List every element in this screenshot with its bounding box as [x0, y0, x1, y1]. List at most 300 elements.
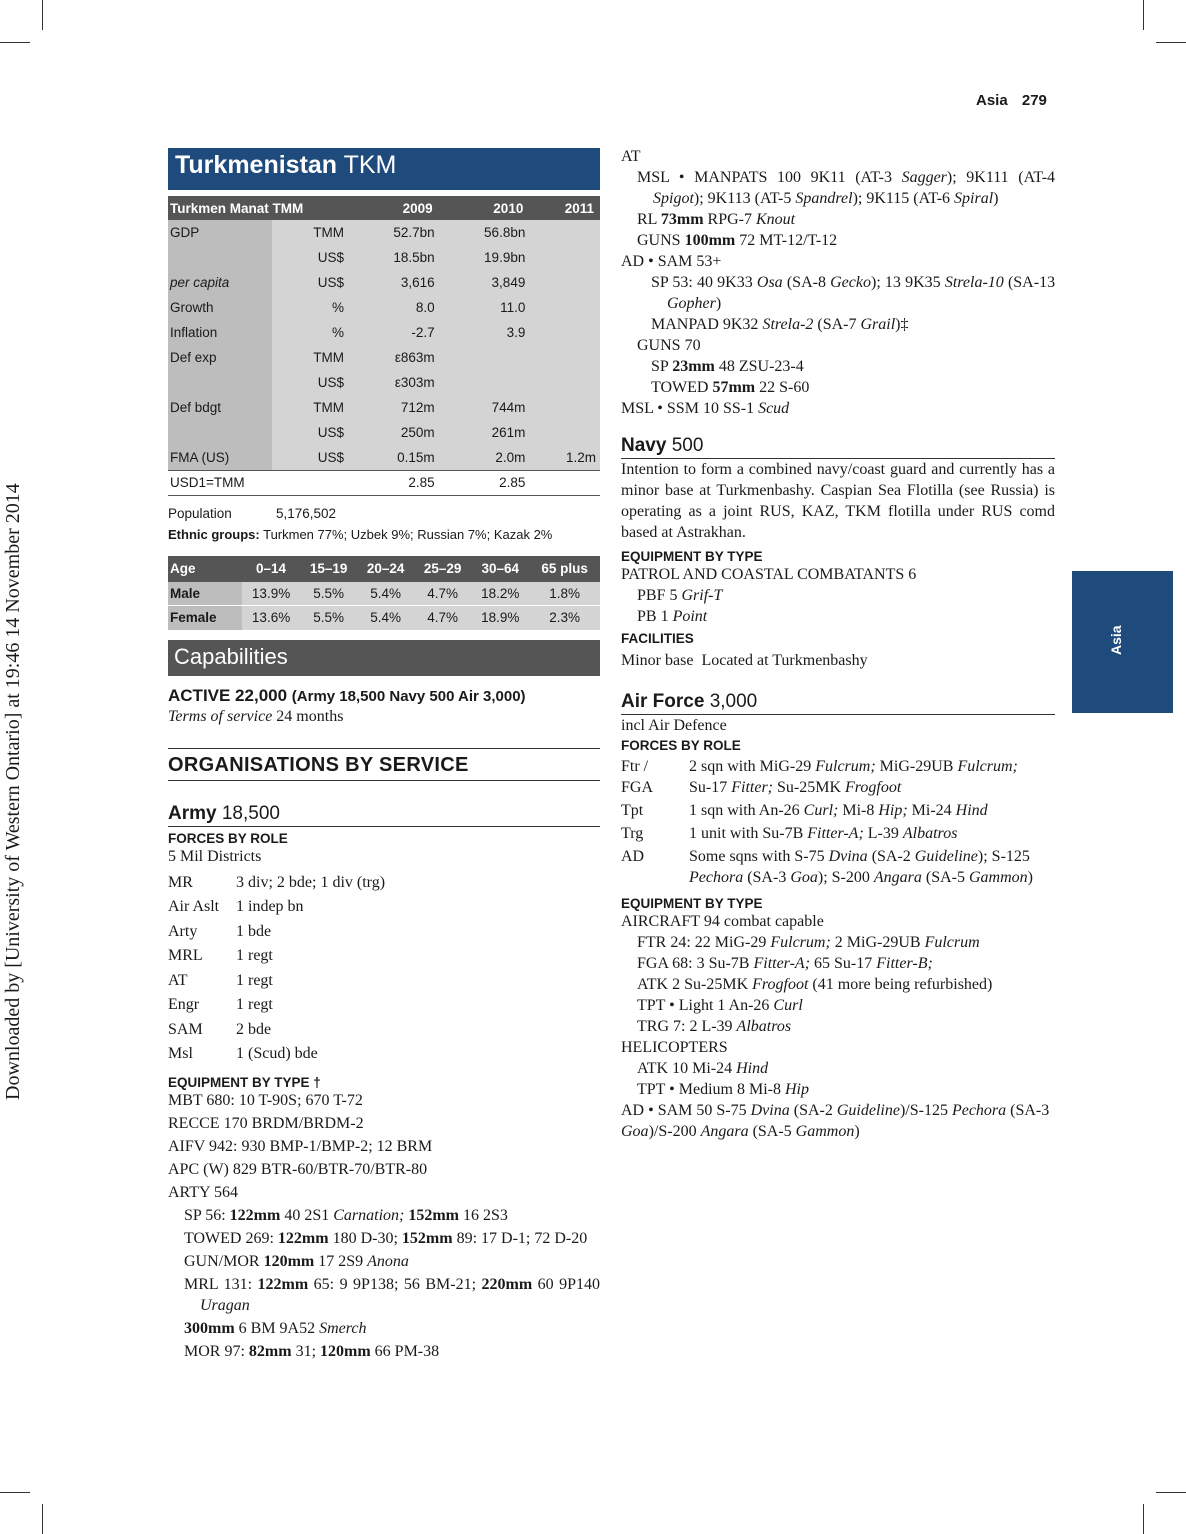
equip-nickname: Fulcrum; — [957, 758, 1018, 775]
navy-description: Intention to form a combined navy/coast guard and currently has a minor base at Turkmenbashy. Caspian Sea Flotilla (see Russia) is operating as a joint RUS, KAZ, TKM flotilla under RUS comd based at Astrakhan. — [621, 461, 1055, 541]
cell — [529, 345, 600, 370]
equipment-msl-ssm — [621, 398, 1055, 419]
role-key: Air Aslt — [168, 898, 220, 915]
calibre: 23mm — [672, 358, 715, 375]
equip-value: ) — [854, 1123, 860, 1140]
crop-mark — [42, 1504, 43, 1534]
cell — [529, 395, 600, 420]
equip-key: ATK — [637, 976, 669, 993]
cell: 2.0m — [439, 445, 530, 470]
right-column — [621, 146, 1055, 1142]
equip-value: 131: — [223, 1275, 253, 1293]
table-row — [168, 445, 600, 470]
equipment-arty-towed — [168, 1228, 600, 1249]
row-unit: % — [272, 320, 348, 345]
active-total: ACTIVE 22,000 — [168, 685, 288, 705]
equipment-aircraft — [621, 911, 1055, 932]
list-item — [168, 1018, 600, 1043]
equip-key: TPT • Light — [637, 997, 714, 1014]
equip-value: (SA-3 — [1010, 1102, 1050, 1119]
equip-value: (SA-2 — [793, 1102, 833, 1119]
equipment-at-rl — [621, 209, 1055, 230]
cell: 1.8% — [529, 582, 600, 606]
equip-value: 180 D-30; — [332, 1229, 398, 1247]
equip-value: 68: 3 Su-7B — [672, 955, 750, 972]
equip-nickname: Fulcrum; — [815, 758, 876, 775]
role-value — [689, 846, 1055, 888]
row-unit: TMM — [272, 395, 348, 420]
equip-key: FGA — [637, 955, 669, 972]
cell: 19.9bn — [439, 245, 530, 270]
cell: 8.0 — [348, 295, 439, 320]
cell — [529, 295, 600, 320]
cell: 5.4% — [357, 606, 414, 630]
equip-nickname: Hind — [955, 802, 988, 819]
equip-nickname: Sagger — [901, 169, 947, 186]
equip-nickname: Albatros — [902, 825, 958, 842]
role-text: Su-25MK — [777, 779, 842, 796]
list-item — [168, 920, 600, 945]
equip-key: PB — [637, 608, 657, 625]
cell: 3.9 — [439, 320, 530, 345]
role-text: Su-17 — [689, 779, 728, 796]
equip-value: 10 Mi-24 — [672, 1060, 733, 1077]
army-forces-heading: FORCES BY ROLE — [168, 830, 288, 846]
equip-value: 66 PM-38 — [374, 1342, 440, 1360]
equip-nickname: Grif-T — [681, 587, 723, 604]
cell — [529, 320, 600, 345]
list-item — [621, 756, 1055, 798]
role-text: Mi-8 — [842, 802, 875, 819]
equip-value: 6 — [908, 566, 917, 583]
list-item — [168, 944, 600, 969]
equip-value: 2 MiG-29UB — [834, 934, 921, 951]
equipment-arty-gunmor — [168, 1251, 600, 1272]
navy-equipment-heading: EQUIPMENT BY TYPE — [621, 549, 763, 564]
role-value: 1 regt — [236, 971, 273, 989]
download-note: Downloaded by [University of Western Ontario] at 19:46 14 November 2014 — [2, 483, 24, 1100]
equip-key: ARTY — [168, 1183, 210, 1201]
table-row — [168, 420, 600, 445]
cell: 744m — [439, 395, 530, 420]
equip-nickname: Frogfoot — [752, 976, 809, 993]
equip-key: MSL • MANPATS — [637, 169, 768, 186]
navy-strength: 500 — [671, 435, 704, 456]
list-item — [168, 993, 600, 1018]
role-value: 1 bde — [236, 922, 272, 940]
equip-value: 22 S-60 — [759, 379, 810, 396]
org-heading: ORGANISATIONS BY SERVICE — [168, 748, 600, 781]
calibre: 152mm — [401, 1229, 453, 1247]
population-label: Population — [168, 505, 232, 521]
cell: 2.3% — [529, 606, 600, 630]
crop-mark — [1143, 0, 1144, 30]
role-value: 1 regt — [236, 996, 273, 1013]
army-strength: 18,500 — [221, 802, 280, 824]
equip-value: 680: 10 T-90S; 670 T-72 — [206, 1091, 363, 1109]
equip-key: MRL — [184, 1275, 219, 1293]
equip-key: AD • SAM — [621, 253, 693, 270]
cell: 2.85 — [439, 470, 530, 495]
section-tab — [1072, 571, 1173, 713]
role-text: MiG-29UB — [879, 758, 954, 775]
equipment-helicopters: HELICOPTERS — [621, 1039, 728, 1056]
cell: 5.5% — [300, 606, 357, 630]
equip-key: AIFV — [168, 1137, 206, 1155]
calibre: 122mm — [257, 1275, 309, 1293]
equipment-fga — [621, 953, 1055, 974]
cell: 261m — [439, 420, 530, 445]
equipment-ad-guns-towed — [621, 377, 1055, 398]
equip-nickname: Dvina — [828, 848, 868, 865]
cell: 2.85 — [348, 470, 439, 495]
row-label: USD1=TMM — [168, 470, 348, 495]
navy-pbf — [621, 585, 1055, 606]
calibre: 300mm — [184, 1319, 235, 1337]
role-value: 2 bde — [236, 1020, 272, 1038]
capabilities-banner: Capabilities — [168, 640, 600, 676]
equip-key: TOWED — [651, 379, 709, 396]
equip-nickname: Gammon — [968, 869, 1028, 886]
row-label: Growth — [168, 295, 272, 320]
cell: 712m — [348, 395, 439, 420]
army-equipment-heading: EQUIPMENT BY TYPE † — [168, 1074, 321, 1090]
crop-mark — [42, 0, 43, 30]
list-item — [168, 871, 600, 896]
equipment-atk — [621, 974, 1055, 995]
equip-value: 94 combat capable — [703, 913, 824, 930]
cell: 3,616 — [348, 270, 439, 295]
role-key: Engr — [168, 996, 200, 1013]
navy-facilities — [621, 650, 1055, 671]
cell — [439, 370, 530, 395]
navy-pb — [621, 606, 1055, 627]
row-label — [168, 420, 272, 445]
role-text: (SA-5 — [925, 869, 965, 886]
equip-nickname: Gopher — [667, 295, 716, 312]
equip-key: TOWED — [184, 1229, 242, 1247]
active-detail: (Army 18,500 Navy 500 Air 3,000) — [291, 687, 526, 705]
row-unit: US$ — [272, 420, 348, 445]
exchange-row — [168, 470, 600, 495]
age-header-cell: 20–24 — [357, 556, 414, 582]
economy-header — [168, 196, 600, 220]
equip-key: AIRCRAFT — [621, 913, 700, 930]
role-key: MRL — [168, 947, 203, 964]
terms-value: 24 months — [276, 707, 344, 725]
equip-key: MSL • SSM — [621, 400, 699, 417]
role-key: Arty — [168, 922, 198, 940]
cell: 5.5% — [300, 582, 357, 606]
airforce-forces-heading: FORCES BY ROLE — [621, 738, 741, 753]
equip-key: PBF — [637, 587, 666, 604]
cell — [439, 345, 530, 370]
equip-value: 8 Mi-8 — [736, 1081, 781, 1098]
equip-value: 10 SS-1 — [702, 400, 755, 417]
left-column — [168, 148, 600, 1362]
age-header-cell: 30–64 — [471, 556, 529, 582]
cell: 3,849 — [439, 270, 530, 295]
age-header-cell: 65 plus — [529, 556, 600, 582]
ethnic-value: Turkmen 77%; Uzbek 9%; Russian 7%; Kazak 2% — [263, 526, 553, 542]
equip-value: 97: — [224, 1342, 245, 1360]
equipment-arty-mrl — [168, 1274, 600, 1316]
equipment-mbt — [168, 1090, 600, 1111]
equip-value: 60 9P140 — [537, 1275, 601, 1293]
age-header — [168, 556, 600, 582]
equip-value: ); 9K115 (AT-6 — [852, 190, 951, 207]
equip-key: GUNS — [637, 337, 681, 354]
army-districts: 5 Mil Districts — [168, 847, 262, 865]
equip-value: 5 — [669, 587, 678, 604]
equip-nickname: Smerch — [319, 1319, 367, 1337]
page-number: 279 — [1021, 92, 1047, 109]
equip-value: )‡ — [895, 316, 909, 333]
equip-nickname: Gammon — [795, 1123, 855, 1140]
age-table — [168, 556, 600, 630]
navy-facilities-heading: FACILITIES — [621, 631, 694, 646]
crop-mark — [0, 42, 30, 43]
equip-value: 65 Su-17 — [814, 955, 873, 972]
equip-value: 56: — [205, 1206, 226, 1224]
population-value: 5,176,502 — [276, 505, 337, 521]
facility-key: Minor base — [621, 652, 694, 669]
equip-value: 1 — [660, 608, 669, 625]
equip-nickname: Albatros — [736, 1018, 792, 1035]
equip-nickname: Anona — [367, 1252, 409, 1270]
list-item — [621, 800, 1055, 821]
equip-value: 89: 17 D-1; 72 D-20 — [456, 1229, 588, 1247]
equip-key: TPT • Medium — [637, 1081, 733, 1098]
equip-nickname: Hind — [736, 1060, 769, 1077]
crop-mark — [1143, 1504, 1144, 1534]
equip-key: AD • SAM — [621, 1102, 693, 1119]
age-header-cell: 25–29 — [414, 556, 471, 582]
equip-value: 70 — [684, 337, 701, 354]
cell — [529, 220, 600, 245]
row-label: per capita — [168, 270, 272, 295]
row-unit: US$ — [272, 270, 348, 295]
equipment-tpt — [621, 995, 1055, 1016]
equip-nickname: Strela-10 — [944, 274, 1004, 291]
equip-value: ) — [993, 190, 999, 207]
role-key: Trg — [621, 825, 644, 842]
list-item — [168, 895, 600, 920]
equip-value: ); 13 9K35 — [870, 274, 941, 291]
army-name: Army — [168, 802, 217, 824]
equipment-ad-sam — [621, 251, 1055, 272]
year-header: 2009 — [348, 196, 439, 220]
economy-table — [168, 196, 600, 496]
row-unit: TMM — [272, 345, 348, 370]
equip-value: 269: — [245, 1229, 274, 1247]
list-item — [168, 1042, 600, 1067]
equip-nickname: Knout — [755, 211, 796, 228]
equip-nickname: Pechora — [689, 869, 744, 886]
role-key: AT — [168, 971, 188, 989]
role-text: ); S-125 — [977, 848, 1030, 865]
age-header-cell: 0–14 — [242, 556, 300, 582]
calibre: 73mm — [660, 211, 704, 228]
equip-nickname: Goa — [790, 869, 818, 886]
cell: 56.8bn — [439, 220, 530, 245]
role-key: AD — [621, 848, 645, 865]
list-item — [621, 846, 1055, 888]
row-unit: % — [272, 295, 348, 320]
airforce-heading — [621, 691, 1055, 715]
row-label: GDP — [168, 220, 272, 245]
army-heading — [168, 803, 600, 827]
role-text: Some sqns with S-75 — [689, 848, 825, 865]
country-code: TKM — [343, 151, 397, 179]
cell: Male — [168, 582, 242, 606]
role-text: ); S-200 — [817, 869, 870, 886]
equip-value: 9K32 — [722, 316, 759, 333]
row-label: Inflation — [168, 320, 272, 345]
equipment-ftr — [621, 932, 1055, 953]
cell — [529, 370, 600, 395]
role-text: Mi-24 — [911, 802, 952, 819]
list-item — [168, 969, 600, 994]
equipment-at: AT — [621, 148, 641, 165]
equip-nickname: Point — [672, 608, 708, 625]
table-row — [168, 295, 600, 320]
active-strength — [168, 686, 600, 706]
cell — [529, 270, 600, 295]
equip-nickname: Strela-2 — [762, 316, 814, 333]
equip-nickname: Spiral — [954, 190, 994, 207]
role-key: SAM — [168, 1020, 203, 1038]
table-row — [168, 320, 600, 345]
role-key — [621, 756, 689, 798]
currency-header: Turkmen Manat TMM — [168, 196, 348, 220]
table-row — [168, 220, 600, 245]
cell: ε303m — [348, 370, 439, 395]
calibre: 82mm — [248, 1342, 292, 1360]
navy-patrol — [621, 564, 1055, 585]
row-label: Def bdgt — [168, 395, 272, 420]
navy-name: Navy — [621, 435, 667, 456]
role-key: Msl — [168, 1045, 193, 1062]
equip-value: 24: 22 MiG-29 — [670, 934, 767, 951]
airforce-incl: incl Air Defence — [621, 717, 727, 734]
equip-key: SP — [184, 1206, 202, 1224]
equip-nickname: Fitter-B; — [876, 955, 933, 972]
cell: -2.7 — [348, 320, 439, 345]
equip-nickname: Angara — [700, 1123, 749, 1140]
table-row — [168, 606, 600, 630]
airforce-strength: 3,000 — [709, 691, 758, 712]
airforce-name: Air Force — [621, 691, 705, 712]
equip-value: 942: 930 BMP-1/BMP-2; 12 BRM — [209, 1137, 433, 1155]
equip-nickname: Pechora — [951, 1102, 1007, 1119]
equip-nickname: Fitter-A; — [753, 955, 811, 972]
ethnic-label: Ethnic groups: — [168, 526, 260, 542]
cell: 18.9% — [471, 606, 529, 630]
cell: ε863m — [348, 345, 439, 370]
equipment-ad-manpad — [621, 314, 1055, 335]
equip-value: 17 2S9 — [318, 1252, 364, 1270]
equip-nickname: Dvina — [750, 1102, 790, 1119]
cell: 52.7bn — [348, 220, 439, 245]
equip-key: ATK — [637, 1060, 669, 1077]
role-value — [689, 756, 1055, 798]
role-key: Tpt — [621, 802, 644, 819]
equip-value: 48 ZSU-23-4 — [718, 358, 804, 375]
equip-key: RL — [637, 211, 657, 228]
equipment-arty-sp — [168, 1205, 600, 1226]
calibre: 220mm — [481, 1275, 533, 1293]
population — [168, 506, 600, 521]
equip-value: 829 BTR-60/BTR-70/BTR-80 — [232, 1160, 428, 1178]
cell: 13.9% — [242, 582, 300, 606]
table-row — [168, 245, 600, 270]
equip-nickname: Fulcrum — [924, 934, 980, 951]
equip-value: 7: 2 L-39 — [673, 1018, 733, 1035]
role-value — [689, 823, 1055, 844]
running-head-section: Asia — [976, 92, 1008, 109]
equipment-ad-sp — [621, 272, 1055, 314]
equipment-apc — [168, 1159, 600, 1180]
equip-value: 72 MT-12/T-12 — [739, 232, 838, 249]
equip-nickname: Carnation; — [333, 1206, 405, 1224]
equipment-heli-atk — [621, 1058, 1055, 1079]
equipment-heli-tpt — [621, 1079, 1055, 1100]
row-label: FMA (US) — [168, 445, 272, 470]
row-unit: US$ — [272, 370, 348, 395]
row-label — [168, 245, 272, 270]
equip-value: 53: 40 9K33 — [672, 274, 753, 291]
equip-value: 50 S-75 — [696, 1102, 747, 1119]
equip-value: 100 9K11 (AT-3 — [777, 169, 892, 186]
equip-nickname: Goa — [621, 1123, 649, 1140]
equipment-ad-guns-sp — [621, 356, 1055, 377]
equip-key: APC (W) — [168, 1160, 229, 1178]
role-value: 1 (Scud) bde — [236, 1045, 318, 1062]
role-value — [689, 800, 1055, 821]
equipment-ad-guns — [621, 335, 1055, 356]
ethnic-groups — [168, 527, 600, 542]
equip-value: (SA-13 — [1007, 274, 1056, 291]
role-key-line: FGA — [621, 779, 654, 796]
calibre: 100mm — [684, 232, 736, 249]
cell: 11.0 — [439, 295, 530, 320]
cell: 250m — [348, 420, 439, 445]
equipment-arty — [168, 1182, 600, 1203]
cell: 13.6% — [242, 606, 300, 630]
role-text: (SA-2 — [871, 848, 911, 865]
equipment-aifv — [168, 1136, 600, 1157]
role-key: MR — [168, 873, 193, 891]
row-unit: TMM — [272, 220, 348, 245]
cell: 1.2m — [529, 445, 600, 470]
cell — [529, 470, 600, 495]
age-header-cell: Age — [168, 556, 242, 582]
equip-nickname: Guideline — [914, 848, 978, 865]
equip-key: TRG — [637, 1018, 669, 1035]
equip-key: MANPAD — [651, 316, 719, 333]
equip-nickname: Fitter-A; — [807, 825, 864, 842]
equip-value: (41 more being refurbished) — [812, 976, 993, 993]
country-name: Turkmenistan — [175, 151, 338, 179]
equip-value: 16 2S3 — [463, 1206, 508, 1224]
equip-value: 170 BRDM/BRDM-2 — [223, 1114, 364, 1132]
equip-key: RECCE — [168, 1114, 220, 1132]
role-value: 1 regt — [236, 947, 273, 964]
role-text: ) — [1027, 869, 1033, 886]
equip-value: 65: 9 9P138; 56 BM-21; — [313, 1275, 477, 1293]
equip-value: 6 BM 9A52 — [238, 1319, 316, 1337]
